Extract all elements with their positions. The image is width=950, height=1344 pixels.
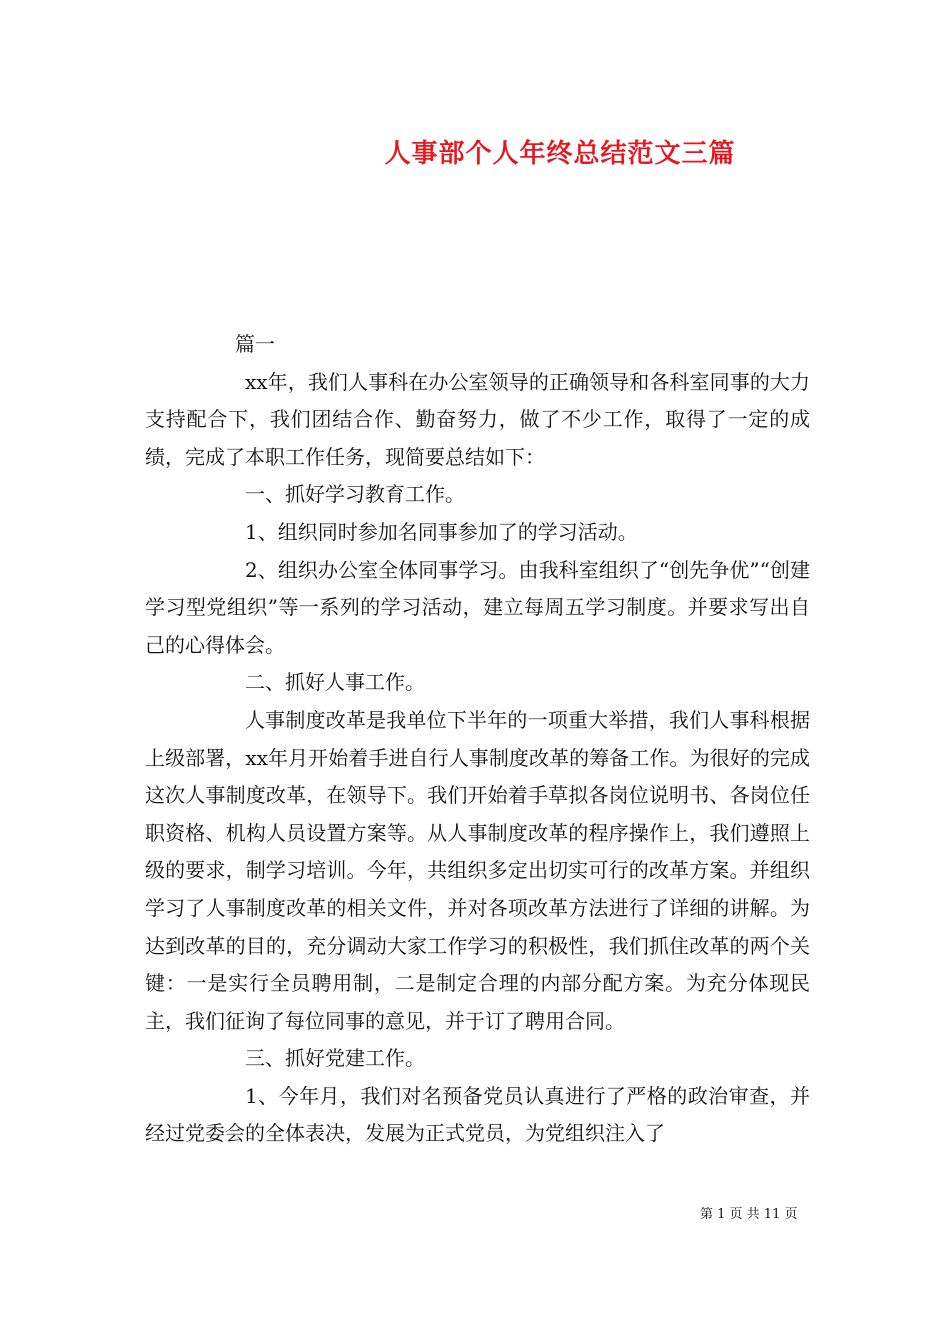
heading-party-building: 三、抓好党建工作。 bbox=[245, 1046, 425, 1071]
document-body bbox=[145, 326, 810, 1153]
paragraph-party-item-1: 1、今年月，我们对名预备党员认真进行了严格的政治审查，并经过党委会的全体表决，发展为正式党员，为党组织注入了 bbox=[145, 1083, 810, 1146]
paragraph-personnel-reform: 人事制度改革是我单位下半年的一项重大举措，我们人事科根据上级部署，xx年月开始着手进自行人事制度改革的筹备工作。为很好的完成这次人事制度改革，在领导下。我们开始着手草拟各岗位说明书、各岗位任职资格、机构人员设置方案等。从人事制度改革的程序操作上，我们遵照上级的要求，制学习培训。今年，共组织多定出切实可行的改革方案。并组织学习了人事制度改革的相关文件，并对各项改革方法进行了详细的讲解。为达到改革的目的，充分调动大家工作学习的积极性，我们抓住改革的两个关键：一是实行全员聘用制，二是制定合理的内部分配方案。为充分体现民主，我们征询了每位同事的意见，并于订了聘用合同。 bbox=[145, 707, 810, 1033]
heading-personnel-work: 二、抓好人事工作。 bbox=[245, 670, 425, 695]
paragraph-intro: xx年，我们人事科在办公室领导的正确领导和各科室同事的大力支持配合下，我们团结合作、勤奋努力，做了不少工作，取得了一定的成绩，完成了本职工作任务，现简要总结如下： bbox=[145, 369, 810, 469]
page-number-footer: 第 1 页 共 11 页 bbox=[700, 1207, 798, 1222]
paragraph-item-2: 2、组织办公室全体同事学习。由我科室组织了“创先争优”“创建学习型党组织”等一系列的学习活动，建立每周五学习制度。并要求写出自己的心得体会。 bbox=[145, 557, 810, 657]
paragraph-item-1: 1、组织同时参加名同事参加了的学习活动。 bbox=[245, 519, 638, 544]
section-label: 篇一 bbox=[235, 332, 275, 356]
heading-study-education: 一、抓好学习教育工作。 bbox=[245, 482, 465, 507]
document-title: 人事部个人年终总结范文三篇 bbox=[384, 139, 736, 169]
